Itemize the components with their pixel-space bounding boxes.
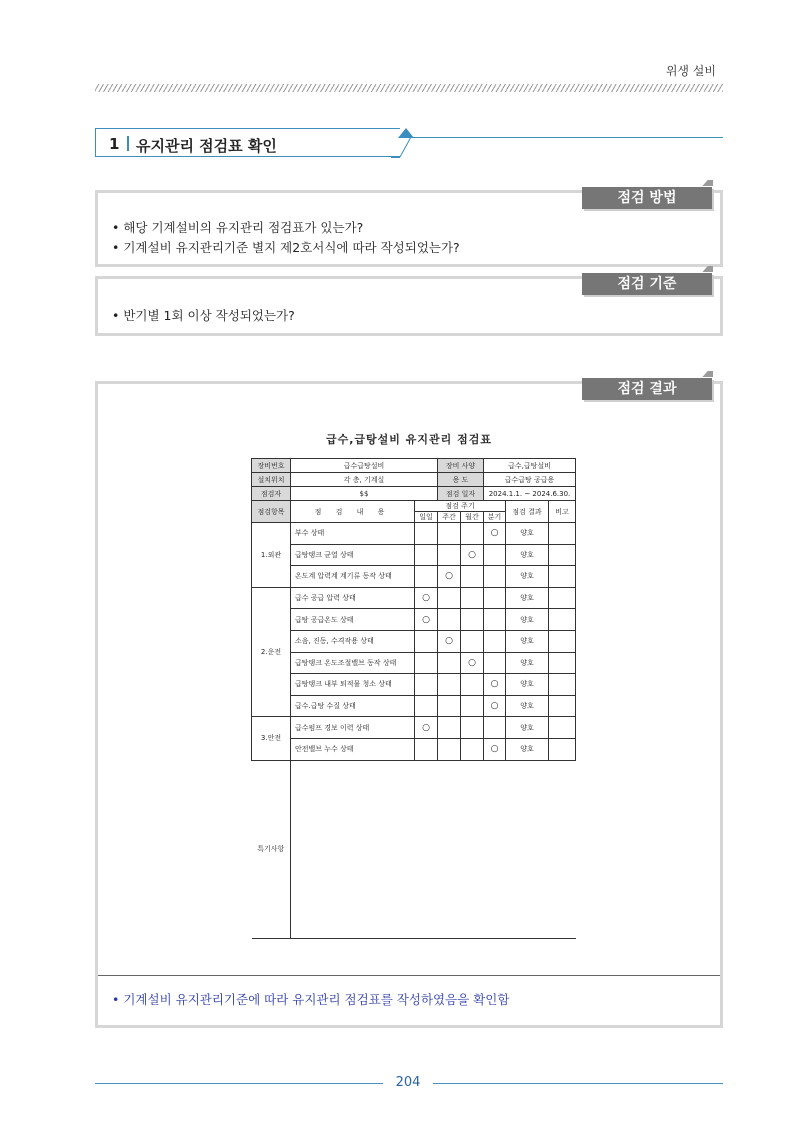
cycle-cell <box>415 738 438 760</box>
check-result: 양호 <box>506 523 549 545</box>
cycle-cell: ○ <box>415 587 438 609</box>
cycle-cell: ○ <box>415 609 438 631</box>
cycle-cell <box>438 652 461 674</box>
cycle-cell <box>415 652 438 674</box>
spec-label: 장비 사양 <box>438 459 484 473</box>
check-item: 급탕 공급온도 상태 <box>291 609 415 631</box>
group-label: 1.외관 <box>252 523 291 588</box>
check-remark <box>549 652 576 674</box>
group-label: 3.안전 <box>252 717 291 760</box>
check-remark <box>549 630 576 652</box>
section-title-rule <box>413 137 723 138</box>
info-row <box>252 487 576 501</box>
check-result: 양호 <box>506 587 549 609</box>
check-row <box>252 717 576 739</box>
cycle-cell <box>461 738 484 760</box>
inspection-form-table <box>251 458 576 939</box>
cycle-cell <box>415 695 438 717</box>
check-result: 양호 <box>506 566 549 588</box>
criteria-item: • 반기별 1회 이상 작성되었는가? <box>112 308 295 323</box>
cycle-cell <box>438 674 461 696</box>
column-header-row <box>252 501 576 512</box>
section-title-box <box>95 128 400 157</box>
check-remark <box>549 717 576 739</box>
info-row <box>252 473 576 487</box>
cycle-cell <box>461 717 484 739</box>
footer-rule-left <box>95 1083 383 1084</box>
check-result: 양호 <box>506 609 549 631</box>
check-rows <box>252 523 576 761</box>
col-monthly: 월간 <box>461 512 484 523</box>
check-result: 양호 <box>506 695 549 717</box>
cycle-cell <box>484 717 506 739</box>
col-quarterly: 분기 <box>484 512 506 523</box>
check-row <box>252 695 576 717</box>
spec-value: 급수,급탕설비 <box>484 459 576 473</box>
result-divider <box>98 975 720 976</box>
check-row <box>252 609 576 631</box>
section-heading: 유지관리 점검표 확인 <box>136 137 277 155</box>
location-value: 각 층, 기계실 <box>291 473 438 487</box>
check-row <box>252 630 576 652</box>
cycle-cell: ○ <box>461 652 484 674</box>
equip-no-label: 장비번호 <box>252 459 291 473</box>
check-item: 안전밸브 누수 상태 <box>291 738 415 760</box>
col-cycle: 점검 주기 <box>415 501 506 512</box>
section-number: 1 <box>109 135 120 153</box>
cycle-cell: ○ <box>461 544 484 566</box>
check-row <box>252 566 576 588</box>
cycle-cell <box>484 544 506 566</box>
cycle-cell <box>438 717 461 739</box>
cycle-cell <box>461 587 484 609</box>
check-result: 양호 <box>506 717 549 739</box>
use-label: 용 도 <box>438 473 484 487</box>
check-item: 온도계 압력계 계기류 동작 상태 <box>291 566 415 588</box>
cycle-cell <box>484 630 506 652</box>
check-remark <box>549 738 576 760</box>
check-item: 소음, 진동, 수격작용 상태 <box>291 630 415 652</box>
check-row <box>252 587 576 609</box>
page-number: 204 <box>395 1075 421 1090</box>
check-remark <box>549 523 576 545</box>
col-remark: 비고 <box>549 501 576 523</box>
section-title <box>95 128 723 160</box>
method-item: • 기계설비 유지관리기준 별지 제2호서식에 따라 작성되었는가? <box>112 240 460 255</box>
check-remark <box>549 587 576 609</box>
inspector-value: $$ <box>291 487 438 501</box>
use-value: 급수급탕 공급용 <box>484 473 576 487</box>
cycle-cell: ○ <box>415 717 438 739</box>
date-value: 2024.1.1. ~ 2024.6.30. <box>484 487 576 501</box>
result-conclusion: • 기계설비 유지관리기준에 따라 유지관리 점검표를 작성하였음을 확인함 <box>112 992 510 1007</box>
check-remark <box>549 695 576 717</box>
cycle-cell <box>484 609 506 631</box>
cycle-cell: ○ <box>484 695 506 717</box>
section-title-triangle <box>398 128 414 138</box>
check-result: 양호 <box>506 738 549 760</box>
cycle-cell: ○ <box>484 738 506 760</box>
col-category: 점검항목 <box>252 501 291 523</box>
running-header: 위생 설비 <box>665 64 716 78</box>
cycle-cell <box>484 587 506 609</box>
cycle-cell: ○ <box>438 566 461 588</box>
cycle-cell <box>438 695 461 717</box>
location-label: 설치위치 <box>252 473 291 487</box>
cycle-cell <box>438 738 461 760</box>
check-row <box>252 652 576 674</box>
info-row <box>252 459 576 473</box>
cycle-cell <box>438 609 461 631</box>
inspector-label: 점검자 <box>252 487 291 501</box>
check-item: 급탕탱크 온도조절밸브 동작 상태 <box>291 652 415 674</box>
section-divider-bar <box>127 136 129 151</box>
check-result: 양호 <box>506 652 549 674</box>
group-label: 2.운전 <box>252 587 291 717</box>
criteria-tag: 점검 기준 <box>582 273 712 295</box>
cycle-cell <box>484 566 506 588</box>
footer-rule-right <box>433 1083 723 1084</box>
cycle-cell <box>415 630 438 652</box>
check-item: 급탕탱크 균열 상태 <box>291 544 415 566</box>
cycle-cell <box>415 674 438 696</box>
cycle-cell <box>438 587 461 609</box>
equip-no-value: 급수급탕설비 <box>291 459 438 473</box>
method-box <box>95 190 723 267</box>
check-row <box>252 738 576 760</box>
check-item: 급수 공급 압력 상태 <box>291 587 415 609</box>
cycle-cell <box>438 544 461 566</box>
col-weekly: 주간 <box>438 512 461 523</box>
date-label: 점검 일자 <box>438 487 484 501</box>
cycle-cell <box>461 566 484 588</box>
special-notes-label: 특기사항 <box>252 760 291 938</box>
special-notes-area <box>291 760 576 938</box>
check-remark <box>549 609 576 631</box>
header-hatch-rule <box>95 84 723 92</box>
check-item: 부수 상태 <box>291 523 415 545</box>
form-title: 급수,급탕설비 유지관리 점검표 <box>326 433 492 446</box>
check-row <box>252 674 576 696</box>
check-result: 양호 <box>506 674 549 696</box>
cycle-cell <box>461 674 484 696</box>
cycle-cell <box>461 523 484 545</box>
check-remark <box>549 544 576 566</box>
check-row <box>252 523 576 545</box>
check-result: 양호 <box>506 630 549 652</box>
check-remark <box>549 566 576 588</box>
cycle-cell: ○ <box>484 674 506 696</box>
cycle-cell <box>415 566 438 588</box>
col-daily: 일일 <box>415 512 438 523</box>
check-item: 급수펌프 경보 이력 상태 <box>291 717 415 739</box>
method-tag: 점검 방법 <box>582 187 712 209</box>
cycle-cell <box>438 523 461 545</box>
criteria-box <box>95 276 723 336</box>
check-item: 급탕탱크 내부 퇴적물 청소 상태 <box>291 674 415 696</box>
col-result: 점검 결과 <box>506 501 549 523</box>
check-item: 급수.급탕 수질 상태 <box>291 695 415 717</box>
col-content: 점 검 내 용 <box>291 501 415 523</box>
check-remark <box>549 674 576 696</box>
cycle-cell <box>484 652 506 674</box>
criteria-list <box>112 306 295 326</box>
result-tag: 점검 결과 <box>582 378 712 400</box>
method-list <box>112 218 460 258</box>
result-box <box>95 381 723 1028</box>
check-row <box>252 544 576 566</box>
check-result: 양호 <box>506 544 549 566</box>
cycle-cell: ○ <box>438 630 461 652</box>
cycle-cell <box>461 630 484 652</box>
cycle-cell: ○ <box>484 523 506 545</box>
method-item: • 해당 기계설비의 유지관리 점검표가 있는가? <box>112 220 364 235</box>
cycle-cell <box>461 695 484 717</box>
cycle-cell <box>415 523 438 545</box>
cycle-cell <box>415 544 438 566</box>
cycle-cell <box>461 609 484 631</box>
special-notes-row <box>252 760 576 938</box>
